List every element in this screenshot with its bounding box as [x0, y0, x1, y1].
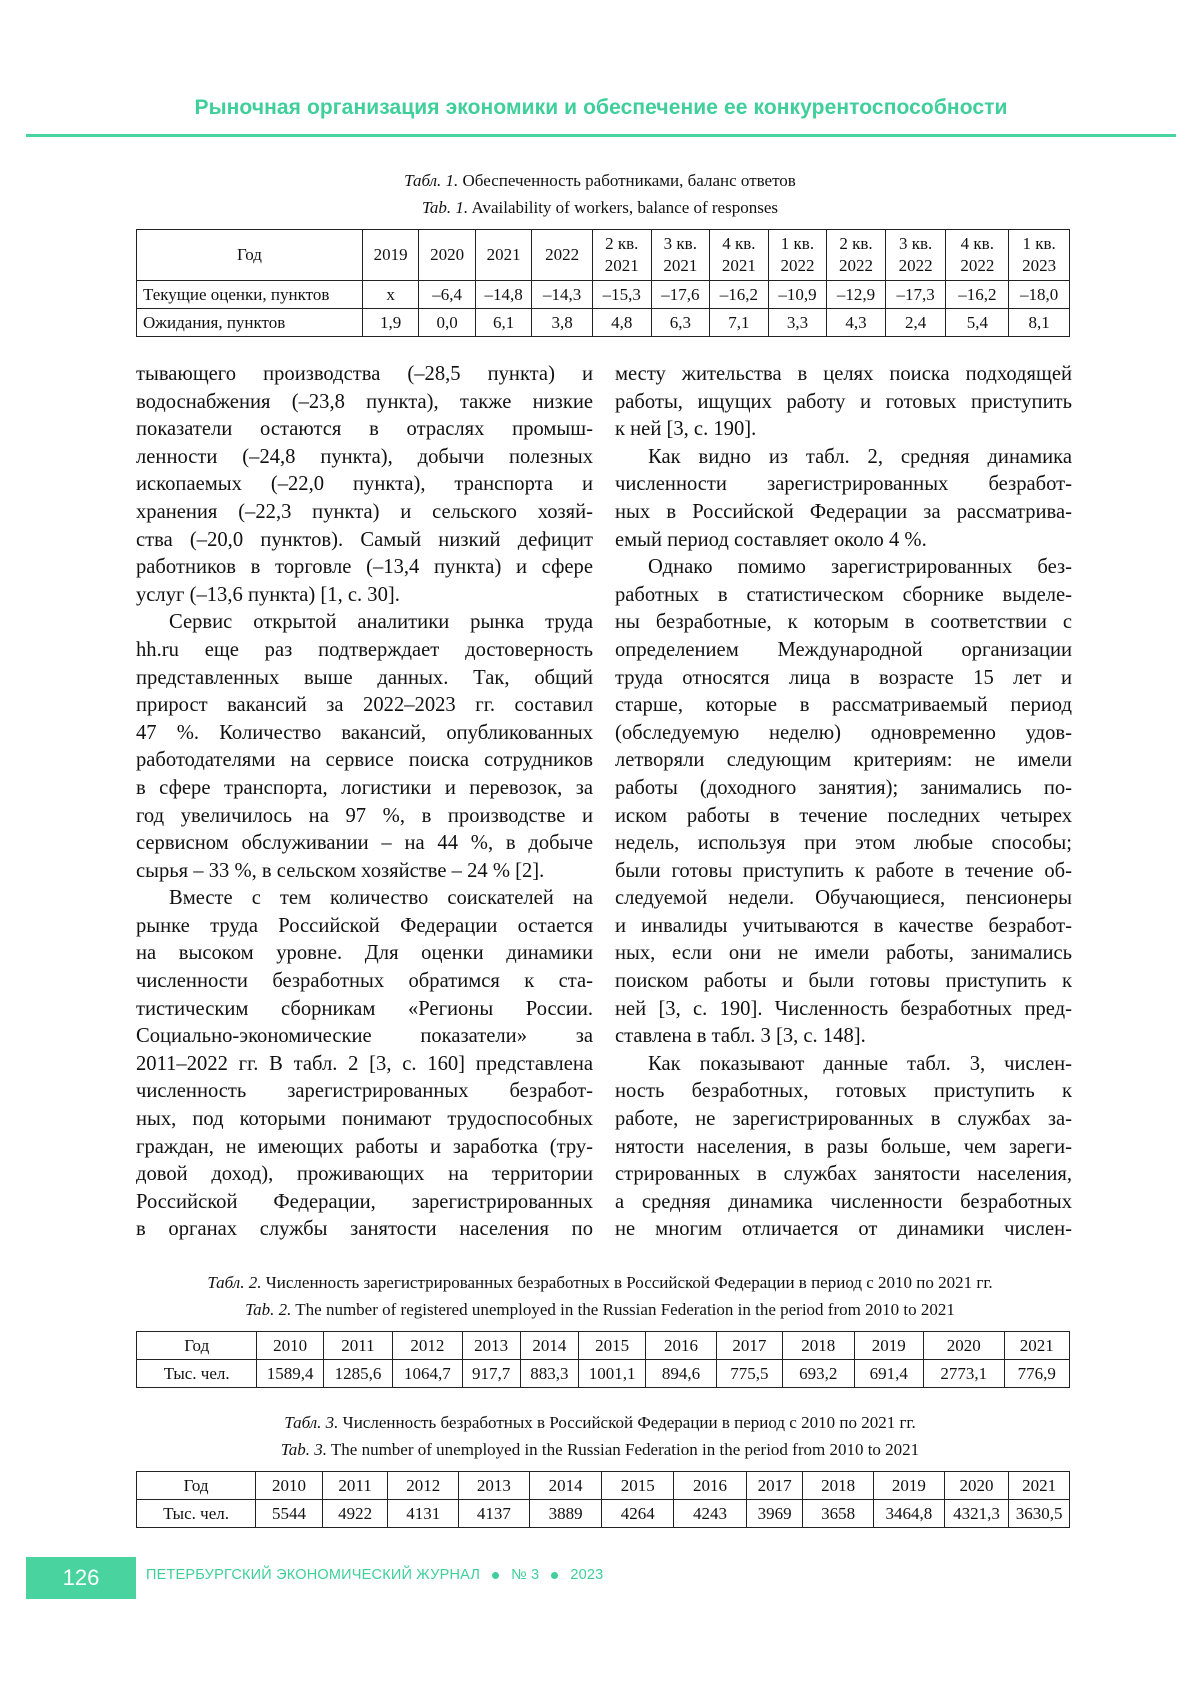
text-line: Как видно из табл. 2, средняя динамика: [648, 445, 1072, 468]
table2-caption-ru-text: Численность зарегистрированных безработных в Российской Федерации в период с 2010 по 2021 гг.: [265, 1273, 993, 1292]
table1-header-line1: 3 кв.: [663, 234, 697, 253]
text-line: были готовы приступить к работе в течение об-: [615, 859, 1072, 882]
table3-header-row: [137, 1472, 1070, 1500]
text-line: Сервис открытой аналитики рынка труда: [169, 611, 593, 634]
table3-header-year: 2016: [674, 1472, 747, 1500]
table1-header-line1: 1 кв.: [780, 234, 815, 253]
table2-header-year: 2019: [854, 1332, 923, 1360]
table-row: [137, 1360, 1070, 1388]
table2-caption-en-label: Tab. 2.: [245, 1300, 292, 1319]
table3-header-year: 2014: [529, 1472, 602, 1500]
table1-row-label: Ожидания, пунктов: [137, 309, 363, 337]
table3-caption-ru-text: Численность безработных в Российской Федерации в период с 2010 по 2021 гг.: [342, 1413, 916, 1432]
table-cell: 691,4: [854, 1360, 923, 1388]
text-line: тывающего производства (–28,5 пункта) и: [136, 363, 593, 385]
table1-header-line2: 2022: [960, 256, 995, 275]
table1: [136, 229, 1070, 337]
text-line: работников в торговле (–13,4 пункта) и сфере: [136, 556, 593, 579]
text-line: работных в статистическом сборнике выделе-: [615, 583, 1072, 606]
text-line: hh.ru еще раз подтверждает достоверность: [136, 638, 593, 661]
text-line: иском работы в течение последних четырех: [615, 804, 1072, 827]
table-cell: 6,3: [651, 309, 710, 337]
text-line: старше, которые в рассматриваемый период: [615, 694, 1072, 717]
table-cell: –14,3: [532, 281, 593, 309]
table1-header-line1: 2021: [486, 245, 521, 264]
table-cell: 776,9: [1004, 1360, 1069, 1388]
table-cell: –17,6: [651, 281, 710, 309]
table1-header-line1: 4 кв.: [722, 234, 756, 253]
table-cell: x: [362, 281, 418, 309]
table-cell: 4,8: [592, 309, 651, 337]
table-cell: –17,3: [885, 281, 946, 309]
table2-header-year: 2017: [716, 1332, 782, 1360]
header-rule: [26, 134, 1176, 137]
table-cell: 3969: [746, 1500, 803, 1528]
table-cell: –12,9: [827, 281, 886, 309]
table3-header-year: 2017: [746, 1472, 803, 1500]
table3-header-year: 2019: [874, 1472, 945, 1500]
text-line: ны безработные, к которым в соответствии с: [615, 611, 1072, 634]
text-line: год увеличилось на 97 %, в производстве и: [136, 804, 593, 827]
table-cell: –6,4: [419, 281, 475, 309]
table-cell: 3,8: [532, 309, 593, 337]
table1-header-row: [137, 230, 1070, 281]
table-cell: 6,1: [475, 309, 531, 337]
text-line: ных, если они не имели работы, занимались: [615, 942, 1072, 965]
bullet-dot-icon: [492, 1572, 499, 1579]
text-line: 2011–2022 гг. В табл. 2 [3, с. 160] представлена: [136, 1052, 593, 1075]
table1-header-line1: 4 кв.: [960, 234, 994, 253]
text-line: емый период составляет около 4 %.: [615, 528, 927, 551]
text-line: работодателями на сервисе поиска сотрудников: [136, 749, 593, 772]
running-title: Рыночная организация экономики и обеспечение ее конкурентоспособности: [194, 96, 1008, 119]
table-cell: 2773,1: [923, 1360, 1004, 1388]
table-cell: 4131: [388, 1500, 459, 1528]
table1-header-cell: [1009, 230, 1070, 281]
table3-header-year: 2020: [944, 1472, 1009, 1500]
table1-header-cell: [946, 230, 1009, 281]
table2-header-year: 2011: [323, 1332, 392, 1360]
text-line: граждан, не имеющих работы и заработка (тру-: [136, 1135, 593, 1158]
table2-header-year: 2020: [923, 1332, 1004, 1360]
table2-caption-ru-label: Табл. 2.: [207, 1273, 262, 1292]
table1-header-cell: [362, 230, 418, 281]
text-line: водоснабжения (–23,8 пункта), также низкие: [136, 390, 593, 413]
body-column-right: [615, 361, 1072, 1244]
table2-caption-ru: [0, 1270, 1200, 1296]
table-cell: –16,2: [710, 281, 769, 309]
table2-header-row: [137, 1332, 1070, 1360]
table1-header-cell: [475, 230, 531, 281]
table-cell: 4264: [602, 1500, 674, 1528]
text-line: ность безработных, готовых приступить к: [615, 1080, 1072, 1103]
table-cell: 4922: [322, 1500, 388, 1528]
table2-header-year-label: Год: [137, 1332, 257, 1360]
table-cell: 894,6: [646, 1360, 716, 1388]
table-cell: 3464,8: [874, 1500, 945, 1528]
table3-header-year: 2018: [803, 1472, 874, 1500]
text-line: Однако помимо зарегистрированных без-: [648, 556, 1072, 579]
table2-header-year: 2018: [783, 1332, 854, 1360]
text-line: ставлена в табл. 3 [3, с. 148].: [615, 1025, 866, 1048]
text-line: ленности (–24,8 пункта), добычи полезных: [136, 445, 593, 468]
table-cell: 4321,3: [944, 1500, 1009, 1528]
table1-header-cell: [768, 230, 827, 281]
table1-header-line2: 2022: [780, 256, 815, 275]
table2-header-year: 2021: [1004, 1332, 1069, 1360]
table1-header-line2: 2023: [1022, 256, 1057, 275]
table1-caption-ru-label: Табл. 1.: [404, 171, 459, 190]
table1-header-cell: [419, 230, 475, 281]
table-cell: 1589,4: [257, 1360, 323, 1388]
table1-header-year-label: Год: [137, 230, 363, 281]
table-cell: 2,4: [885, 309, 946, 337]
table2-row-label: Тыс. чел.: [137, 1360, 257, 1388]
table2-header-year: 2013: [462, 1332, 520, 1360]
table-cell: 5544: [256, 1500, 323, 1528]
table1-header-line2: 2021: [604, 256, 639, 275]
text-line: прирост вакансий за 2022–2023 гг. составил: [136, 694, 593, 717]
text-line: рынке труда Российской Федерации остается: [136, 914, 593, 937]
text-line: ных в Российской Федерации за рассматрива-: [615, 500, 1072, 523]
table2-header-year: 2015: [578, 1332, 645, 1360]
text-line: работе, не зарегистрированных в службах за-: [615, 1108, 1072, 1131]
table3-caption-en-text: The number of unemployed in the Russian Federation in the period from 2010 to 2021: [330, 1440, 920, 1459]
text-line: (обследуемую неделю) одновременно удов-: [615, 721, 1072, 744]
table3-header-year: 2015: [602, 1472, 674, 1500]
table3-header-year: 2010: [256, 1472, 323, 1500]
table-cell: 883,3: [520, 1360, 578, 1388]
table1-header-cell: [532, 230, 593, 281]
table-cell: –18,0: [1009, 281, 1070, 309]
table2-caption-en: [0, 1297, 1200, 1323]
text-line: поиском работы и были готовы приступить к: [615, 970, 1072, 993]
table1-header-line1: 3 кв.: [898, 234, 933, 253]
table-cell: –14,8: [475, 281, 531, 309]
text-line: сервисном обслуживании – на 44 %, в добыче: [136, 832, 593, 855]
text-line: не многим отличается от динамики числен-: [615, 1218, 1072, 1241]
table-cell: 1064,7: [393, 1360, 462, 1388]
table1-header-line1: 2 кв.: [839, 234, 873, 253]
table1-header-cell: [592, 230, 651, 281]
table2-caption-en-text: The number of registered unemployed in the Russian Federation in the period from 2010 to 2021: [295, 1300, 955, 1319]
text-line: работы, ищущих работу и готовых приступить: [615, 390, 1072, 413]
table1-caption-en-label: Tab. 1.: [422, 198, 469, 217]
table-cell: 4243: [674, 1500, 747, 1528]
text-line: а средняя динамика численности безработных: [615, 1190, 1072, 1213]
table1-header-line1: 2022: [545, 245, 580, 264]
text-line: стрированных в службах занятости населения,: [615, 1163, 1072, 1186]
table-cell: –15,3: [592, 281, 651, 309]
text-line: летворяли следующим критериям: не имели: [615, 749, 1072, 772]
table-cell: 3630,5: [1009, 1500, 1070, 1528]
table3-caption-en-label: Tab. 3.: [280, 1440, 327, 1459]
table1-header-line2: 2022: [839, 256, 874, 275]
table-cell: 3,3: [768, 309, 827, 337]
table1-caption-ru: [0, 168, 1200, 194]
table1-header-cell: [827, 230, 886, 281]
table1-row-label: Текущие оценки, пунктов: [137, 281, 363, 309]
text-line: Социально-экономические показатели» за: [136, 1025, 593, 1048]
table-cell: 8,1: [1009, 309, 1070, 337]
table-cell: 4,3: [827, 309, 886, 337]
table-cell: 775,5: [716, 1360, 782, 1388]
table-cell: 3889: [529, 1500, 602, 1528]
text-line: ископаемых (–22,0 пункта), транспорта и: [136, 473, 593, 496]
table1-header-cell: [885, 230, 946, 281]
text-line: 47 %. Количество вакансий, опубликованных: [136, 721, 593, 744]
text-line: следуемой недели. Обучающиеся, пенсионеры: [615, 887, 1072, 910]
table1-header-cell: [651, 230, 710, 281]
table1-header-line2: 2022: [898, 256, 933, 275]
table1-header-line1: 1 кв.: [1022, 234, 1056, 253]
table1-header-line1: 2019: [373, 245, 408, 264]
text-line: показатели остаются в отраслях промыш-: [136, 418, 593, 441]
table-cell: 0,0: [419, 309, 475, 337]
table3-header-year: 2013: [459, 1472, 530, 1500]
bullet-dot-icon: [551, 1572, 558, 1579]
text-line: Вместе с тем количество соискателей на: [169, 887, 593, 910]
table-cell: 7,1: [710, 309, 769, 337]
table3-row-label: Тыс. чел.: [137, 1500, 256, 1528]
table-cell: –16,2: [946, 281, 1009, 309]
table-cell: 5,4: [946, 309, 1009, 337]
journal-issue: № 3: [511, 1567, 540, 1583]
text-line: на высоком уровне. Для оценки динамики: [136, 942, 593, 965]
table1-header-line1: 2020: [430, 245, 465, 264]
table2-header-year: 2016: [646, 1332, 716, 1360]
text-line: тистическим сборникам «Регионы России.: [136, 997, 593, 1020]
text-line: недель, используя при этом любые способы;: [615, 832, 1072, 855]
table3-header-year: 2012: [388, 1472, 459, 1500]
text-line: Как показывают данные табл. 3, числен-: [648, 1052, 1072, 1075]
body-column-left: [136, 361, 593, 1244]
text-line: численности зарегистрированных безработ-: [615, 473, 1072, 496]
text-line: к ней [3, с. 190].: [615, 418, 757, 441]
table-row: [137, 309, 1070, 337]
table-cell: 1285,6: [323, 1360, 392, 1388]
table-row: [137, 1500, 1070, 1528]
text-line: и инвалиды учитываются в качестве безработ-: [615, 914, 1072, 937]
table1-caption-en: [0, 195, 1200, 221]
table3-header-year: 2011: [322, 1472, 388, 1500]
table-cell: 917,7: [462, 1360, 520, 1388]
table3-caption-ru: [0, 1410, 1200, 1436]
text-line: нятости населения, в разы больше, чем зареги-: [615, 1135, 1072, 1158]
table1-header-line2: 2021: [663, 256, 698, 275]
table2-header-year: 2010: [257, 1332, 323, 1360]
table3: [136, 1471, 1070, 1528]
text-line: сырья – 33 %, в сельском хозяйстве – 24 % [2].: [136, 859, 545, 882]
table3-header-year: 2021: [1009, 1472, 1070, 1500]
table-cell: 3658: [803, 1500, 874, 1528]
text-line: определением Международной организации: [615, 638, 1072, 661]
text-line: ней [3, с. 190]. Численность безработных пред-: [615, 997, 1072, 1020]
table3-header-year-label: Год: [137, 1472, 256, 1500]
text-line: Российской Федерации, зарегистрированных: [136, 1190, 593, 1213]
text-line: представленных выше данных. Так, общий: [136, 666, 593, 689]
table1-header-cell: [710, 230, 769, 281]
table-cell: 1,9: [362, 309, 418, 337]
table2: [136, 1331, 1070, 1388]
text-line: работы (доходного занятия); занимались по-: [615, 776, 1072, 799]
journal-footer: [146, 1567, 603, 1583]
table-cell: 693,2: [783, 1360, 854, 1388]
table-cell: 4137: [459, 1500, 530, 1528]
text-line: в сфере транспорта, логистики и перевозок, за: [136, 776, 593, 799]
table-cell: 1001,1: [578, 1360, 645, 1388]
text-line: ных, под которыми понимают трудоспособных: [136, 1108, 593, 1131]
table1-header-line2: 2021: [721, 256, 756, 275]
table1-header-line1: 2 кв.: [605, 234, 639, 253]
text-line: хранения (–22,3 пункта) и сельского хозяй-: [136, 500, 593, 523]
table-row: [137, 281, 1070, 309]
table2-header-year: 2014: [520, 1332, 578, 1360]
table3-caption-ru-label: Табл. 3.: [284, 1413, 339, 1432]
text-line: месту жительства в целях поиска подходящей: [615, 363, 1072, 385]
journal-year: 2023: [570, 1567, 604, 1583]
table2-header-year: 2012: [393, 1332, 462, 1360]
table-cell: –10,9: [768, 281, 827, 309]
text-line: ства (–20,0 пунктов). Самый низкий дефицит: [136, 528, 593, 551]
journal-name: ПЕТЕРБУРГСКИЙ ЭКОНОМИЧЕСКИЙ ЖУРНАЛ: [146, 1567, 481, 1583]
table1-caption-ru-text: Обеспеченность работниками, баланс ответов: [462, 171, 796, 190]
page-number: 126: [26, 1557, 136, 1599]
text-line: в органах службы занятости населения по: [136, 1218, 593, 1241]
text-line: численности безработных обратимся к ста-: [136, 970, 593, 993]
table3-caption-en: [0, 1437, 1200, 1463]
text-line: довой доход), проживающих на территории: [136, 1163, 593, 1186]
text-line: численность зарегистрированных безработ-: [136, 1080, 593, 1103]
text-line: труда относятся лица в возрасте 15 лет и: [615, 666, 1072, 689]
text-line: услуг (–13,6 пункта) [1, с. 30].: [136, 583, 400, 606]
table1-caption-en-text: Availability of workers, balance of responses: [471, 198, 778, 217]
